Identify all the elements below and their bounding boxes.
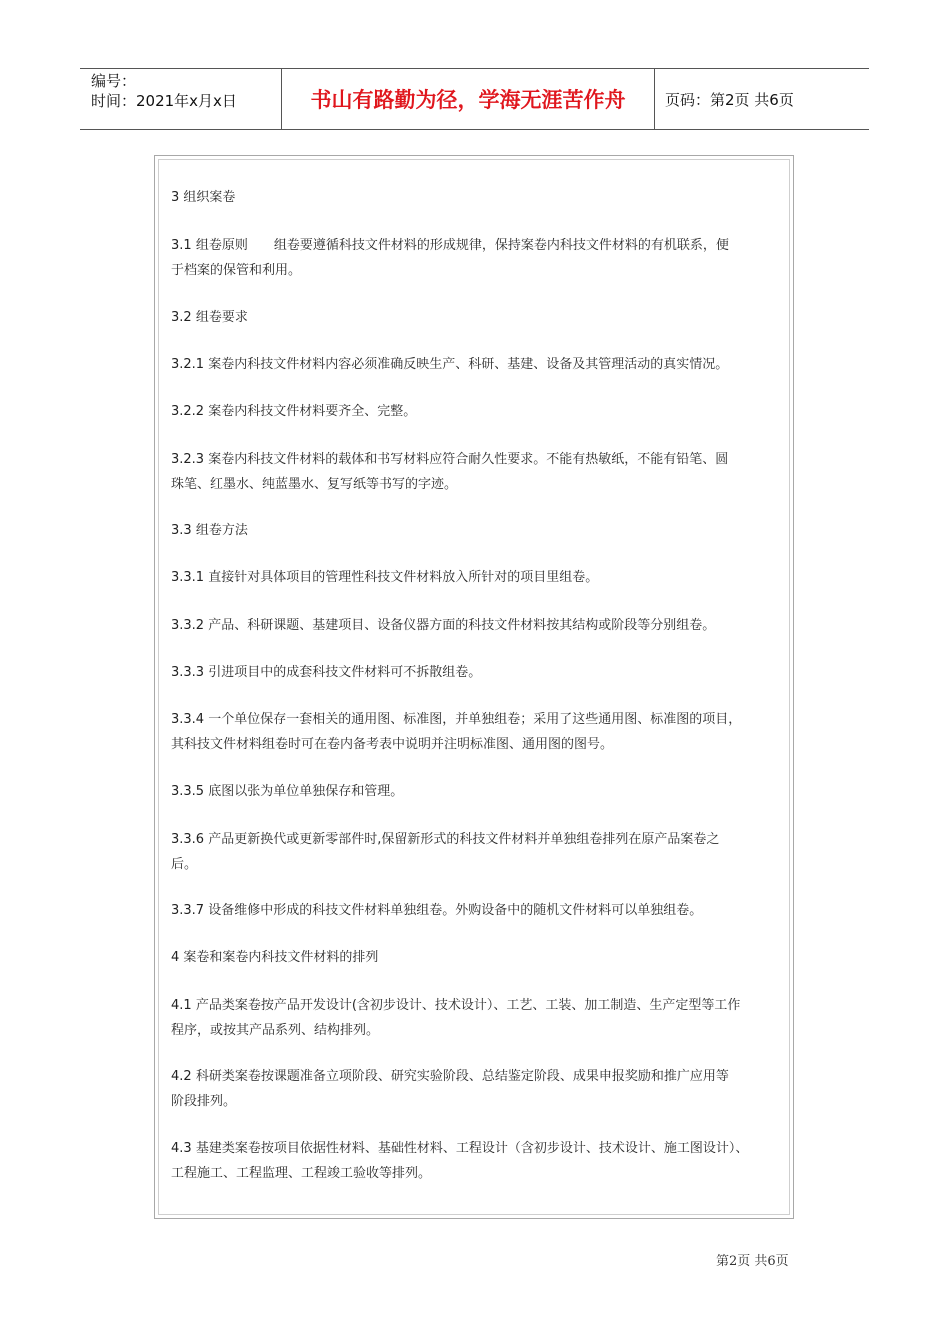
section-paragraph [171, 565, 783, 590]
section-number: 3.3.6 [171, 832, 205, 847]
section-number: 3.2.3 [171, 452, 205, 467]
header-page-label: 页码：第2页 共6页 [665, 90, 794, 109]
page-header [80, 68, 869, 130]
paragraph-line [171, 233, 783, 258]
paragraph-line [171, 565, 783, 590]
paragraph-line [171, 472, 783, 497]
paragraph-line [171, 945, 783, 970]
paragraph-line [171, 779, 783, 804]
section-paragraph [171, 399, 783, 424]
paragraph-text: 直接针对具体项目的管理性科技文件材料放入所针对的项目里组卷。 [208, 570, 599, 585]
section-paragraph [171, 447, 783, 497]
paragraph-line [171, 613, 783, 638]
date-label: 时间：2021年x月x日 [91, 92, 237, 110]
section-paragraph [171, 827, 783, 877]
paragraph-line [171, 447, 783, 472]
section-number: 3.3.4 [171, 712, 205, 727]
section-number: 4 [171, 950, 180, 965]
section-number: 3.2 [171, 310, 192, 325]
paragraph-text: 产品类案卷按产品开发设计(含初步设计、技术设计）、工艺、工装、加工制造、生产定型等工作 [195, 998, 741, 1013]
paragraph-text: 工程施工、工程监理、工程竣工验收等排列。 [171, 1166, 432, 1181]
paragraph-text: 一个单位保存一套相关的通用图、标准图，并单独组卷；采用了这些通用图、标准图的项目， [208, 712, 742, 727]
section-paragraph [171, 993, 783, 1043]
paragraph-text: 案卷和案卷内科技文件材料的排列 [183, 950, 379, 965]
paragraph-text: 产品更新换代或更新零部件时,保留新形式的科技文件材料并单独组卷排列在原产品案卷之 [208, 832, 720, 847]
paragraph-text: 其科技文件材料组卷时可在卷内备考表中说明并注明标准图、通用图的图号。 [171, 737, 614, 752]
footer-page-label: 第2页 共6页 [716, 1254, 789, 1269]
paragraph-line [171, 399, 783, 424]
section-paragraph [171, 613, 783, 638]
paragraph-text: 组卷方法 [195, 523, 248, 538]
paragraph-text: 于档案的保管和利用。 [171, 263, 302, 278]
paragraph-line [171, 1089, 783, 1114]
section-number: 3.3.1 [171, 570, 205, 585]
paragraph-line [171, 305, 783, 330]
paragraph-text: 基建类案卷按项目依据性材料、基础性材料、工程设计（含初步设计、技术设计、施工图设计）、 [195, 1141, 749, 1156]
section-number: 3.3.3 [171, 665, 205, 680]
paragraph-text: 组卷要遵循科技文件材料的形成规律，保持案卷内科技文件材料的有机联系，便 [273, 238, 729, 253]
section-number: 3.2.2 [171, 404, 205, 419]
paragraph-line [171, 1136, 783, 1161]
paragraph-text: 案卷内科技文件材料内容必须准确反映生产、科研、基建、设备及其管理活动的真实情况。 [208, 357, 729, 372]
header-meta [80, 69, 281, 129]
section-paragraph [171, 898, 783, 923]
paragraph-text: 底图以张为单位单独保存和管理。 [208, 784, 404, 799]
paragraph-line [171, 352, 783, 377]
paragraph-text: 设备维修中形成的科技文件材料单独组卷。外购设备中的随机文件材料可以单独组卷。 [208, 903, 703, 918]
motto: 书山有路勤为径，学海无涯苦作舟 [281, 69, 655, 129]
section-number: 3.3.5 [171, 784, 205, 799]
section-number: 3.2.1 [171, 357, 205, 372]
paragraph-text: 产品、科研课题、基建项目、设备仪器方面的科技文件材料按其结构或阶段等分别组卷。 [208, 618, 716, 633]
section-title: 组卷原则 [195, 238, 248, 253]
paragraph-line [171, 1018, 783, 1043]
paragraph-text: 案卷内科技文件材料要齐全、完整。 [208, 404, 417, 419]
paragraph-text: 案卷内科技文件材料的载体和书写材料应符合耐久性要求。不能有热敏纸，不能有铅笔、圆 [208, 452, 729, 467]
paragraph-line [171, 185, 783, 210]
section-paragraph [171, 1136, 783, 1186]
paragraph-line [171, 258, 783, 283]
paragraph-line [171, 827, 783, 852]
paragraph-text: 阶段排列。 [171, 1094, 237, 1109]
paragraph-line [171, 707, 783, 732]
paragraph-line [171, 993, 783, 1018]
section-number: 3.1 [171, 238, 192, 253]
section-paragraph [171, 1064, 783, 1114]
section-number: 3.3.7 [171, 903, 205, 918]
paragraph-line [171, 898, 783, 923]
section-number: 3 [171, 190, 180, 205]
section-number: 3.3.2 [171, 618, 205, 633]
paragraph-text: 程序，或按其产品系列、结构排列。 [171, 1023, 380, 1038]
section-paragraph [171, 660, 783, 685]
paragraph-text: 后。 [171, 857, 198, 872]
section-paragraph [171, 185, 783, 210]
paragraph-text: 珠笔、红墨水、纯蓝墨水、复写纸等书写的字迹。 [171, 477, 458, 492]
section-paragraph [171, 352, 783, 377]
section-number: 4.1 [171, 998, 192, 1013]
paragraph-line [171, 1064, 783, 1089]
section-number: 4.3 [171, 1141, 192, 1156]
paragraph-text: 组卷要求 [195, 310, 248, 325]
code-label: 编号： [91, 72, 137, 90]
section-paragraph [171, 779, 783, 804]
paragraph-line [171, 852, 783, 877]
section-number: 3.3 [171, 523, 192, 538]
section-paragraph [171, 945, 783, 970]
paragraph-line [171, 660, 783, 685]
paragraph-line [171, 732, 783, 757]
paragraph-line [171, 518, 783, 543]
paragraph-text: 引进项目中的成套科技文件材料可不拆散组卷。 [208, 665, 482, 680]
section-paragraph [171, 518, 783, 543]
section-paragraph [171, 305, 783, 330]
paragraph-text: 组织案卷 [183, 190, 236, 205]
paragraph-text: 科研类案卷按课题准备立项阶段、研究实验阶段、总结鉴定阶段、成果申报奖励和推广应用等 [195, 1069, 729, 1084]
section-paragraph [171, 707, 783, 757]
section-number: 4.2 [171, 1069, 192, 1084]
paragraph-line [171, 1161, 783, 1186]
section-paragraph [171, 233, 783, 283]
